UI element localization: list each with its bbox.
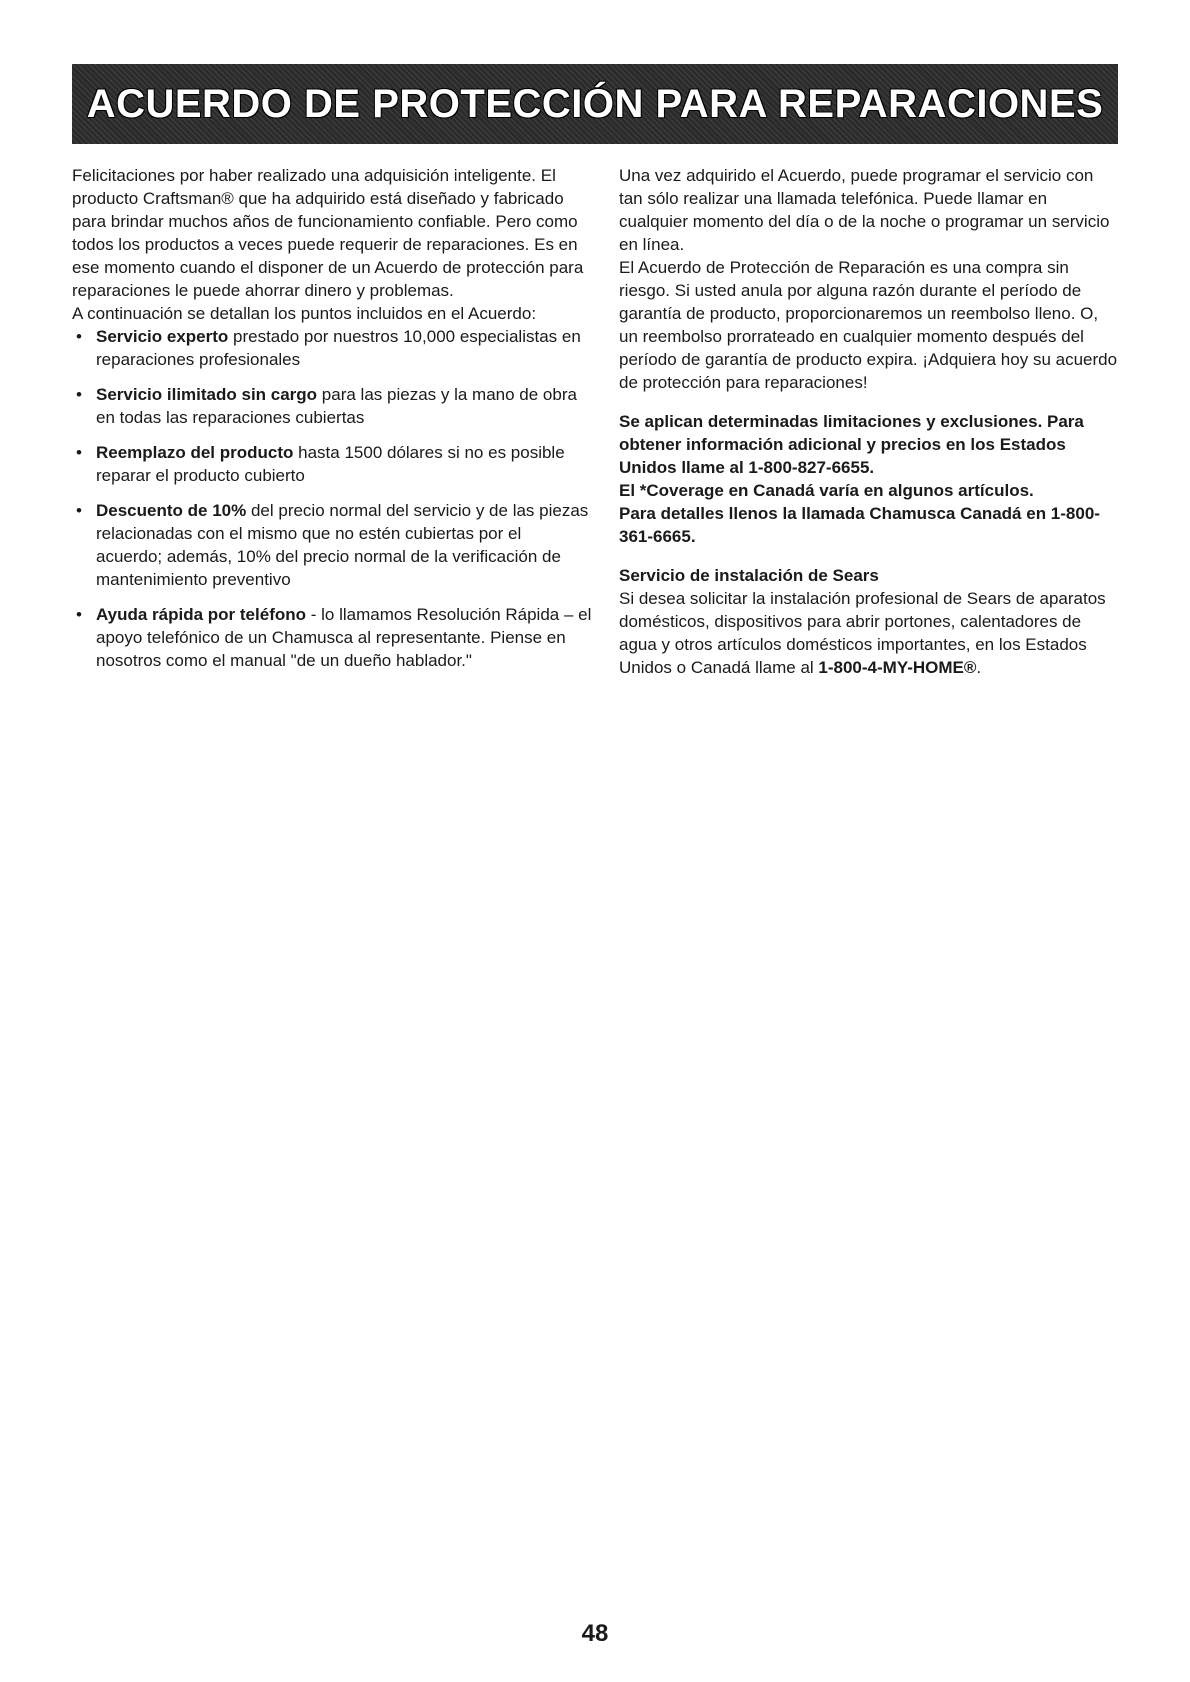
intro-paragraph: Felicitaciones por haber realizado una adquisición inteligente. El producto Craftsman® que ha adquirido está diseñado y fabricado para brindar muchos años de funcionamiento confiable. Pero como todos los productos a veces puede requerir de reparaciones. Es en ese momento cuando el disponer de un Acuerdo de protección para reparaciones le puede ahorrar dinero y problemas.: [72, 166, 584, 300]
title-banner: [72, 64, 1118, 144]
refund-paragraph: El Acuerdo de Protección de Reparación es una compra sin riesgo. Si usted anula por alguna razón durante el período de garantía de producto, proporcionaremos un reembolso lleno. O, un reembolso prorrateado en cualquier momento después del período de garantía de producto expira. ¡Adquiera hoy su acuerdo de protección para reparaciones!: [619, 258, 1118, 392]
benefits-list: [72, 325, 592, 672]
list-item: • Servicio ilimitado sin cargo para las piezas y la mano de obra en todas las reparaciones cubiertas: [76, 385, 577, 427]
limitations-notice: Se aplican determinadas limitaciones y exclusiones. Para obtener información adicional y precios en los Estados Unidos llame al 1-800-827-6655.: [619, 412, 1084, 477]
left-column: [72, 164, 592, 672]
bullet-icon: •: [76, 327, 82, 346]
install-paragraph: Si desea solicitar la instalación profesional de Sears de aparatos domésticos, dispositivos para abrir portones, calentadores de agua y otros artículos domésticos importantes, en los Estados Unidos o Canadá llame al 1-800-4-MY-HOME®.: [619, 589, 1106, 677]
canada-contact-notice: Para detalles llenos la llamada Chamusca Canadá en 1-800-361-6665.: [619, 504, 1100, 546]
bullet-icon: •: [76, 385, 82, 404]
list-intro: A continuación se detallan los puntos incluidos en el Acuerdo:: [72, 304, 537, 323]
bullet-icon: •: [76, 443, 82, 462]
bullet-icon: •: [76, 501, 82, 520]
list-item: • Servicio experto prestado por nuestros 10,000 especialistas en reparaciones profesionales: [76, 327, 581, 369]
bullet-icon: •: [76, 605, 82, 624]
scheduling-paragraph: Una vez adquirido el Acuerdo, puede programar el servicio con tan sólo realizar una llamada telefónica. Puede llamar en cualquier momento del día o de la noche o programar un servicio en línea.: [619, 166, 1110, 254]
install-heading: Servicio de instalación de Sears: [619, 566, 879, 585]
list-item: • Descuento de 10% del precio normal del servicio y de las piezas relacionadas con el mismo que no estén cubiertas por el acuerdo; además, 10% del precio normal de la verificación de mantenimiento preventivo: [76, 501, 589, 589]
list-item: • Ayuda rápida por teléfono - lo llamamos Resolución Rápida – el apoyo telefónico de un Chamusca al representante. Piense en nosotros como el manual "de un dueño hablador.": [76, 605, 592, 670]
page-title: ACUERDO DE PROTECCIÓN PARA REPARACIONES: [86, 81, 1104, 126]
page-number: 48: [581, 1620, 609, 1647]
canada-coverage-notice: El *Coverage en Canadá varía en algunos artículos.: [619, 481, 1034, 500]
right-column: [619, 164, 1119, 679]
install-phone: 1-800-4-MY-HOME®: [818, 658, 977, 677]
list-item: • Reemplazo del producto hasta 1500 dólares si no es posible reparar el producto cubierto: [76, 443, 565, 485]
